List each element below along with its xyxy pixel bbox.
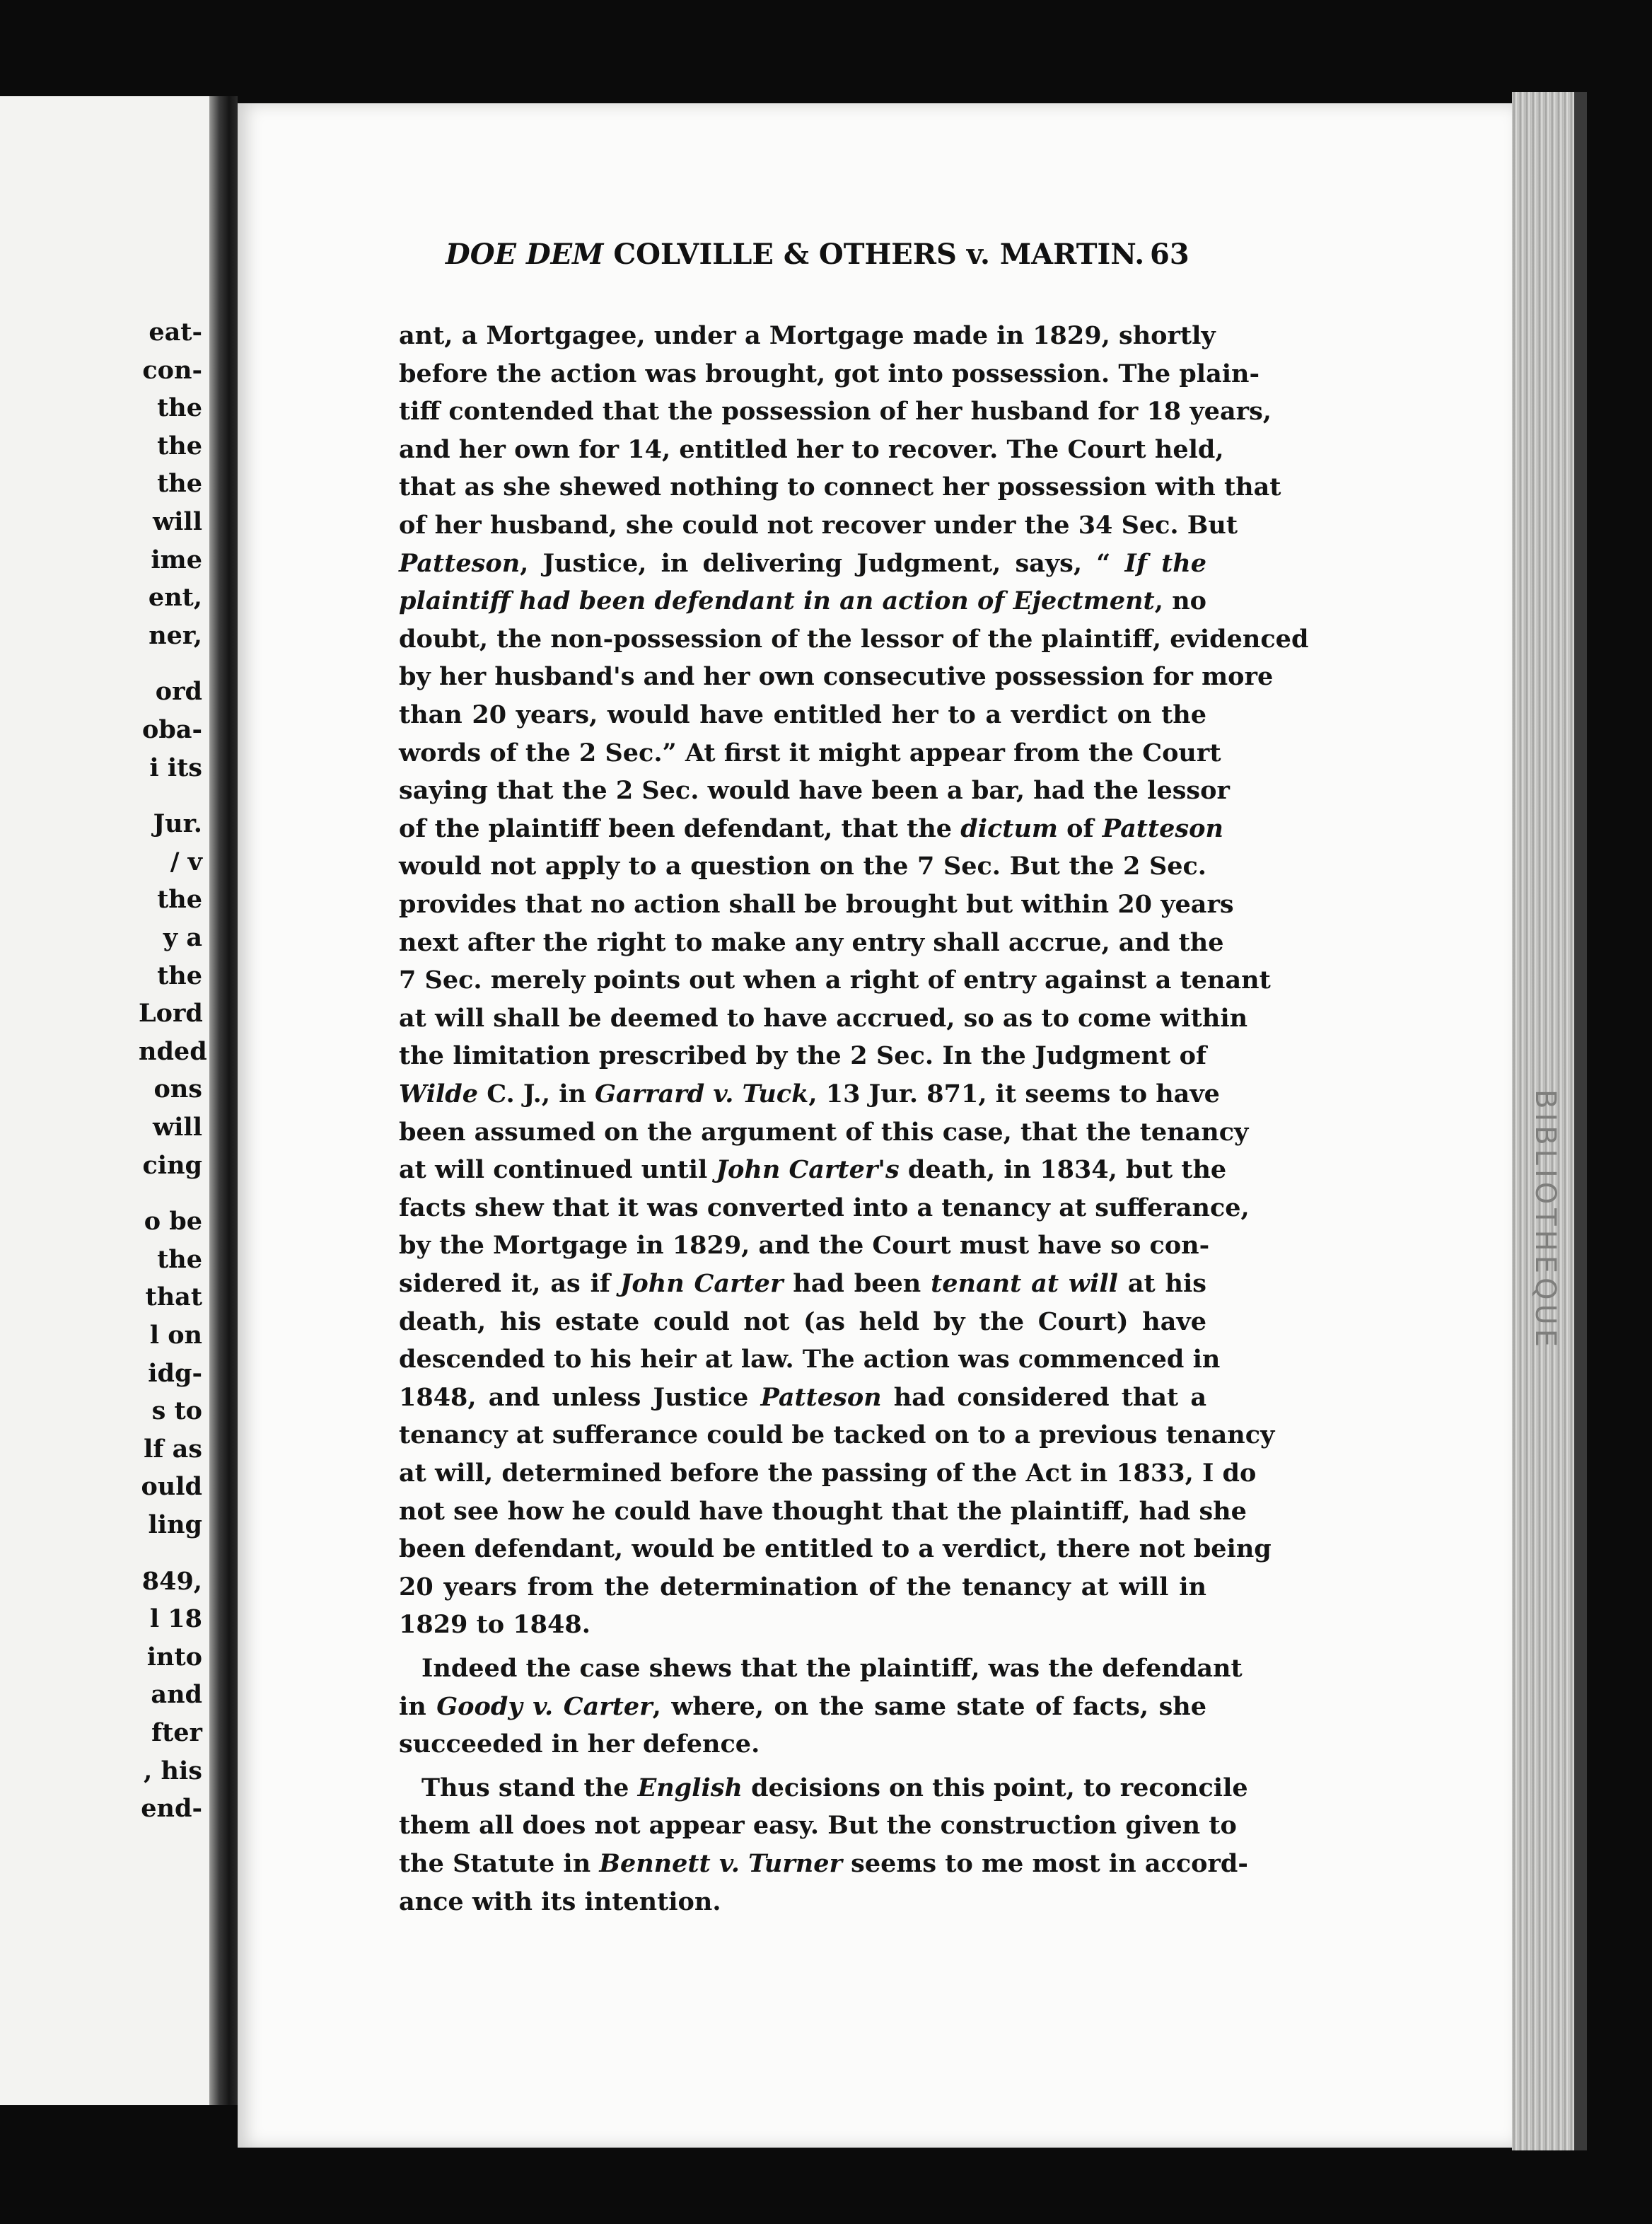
text-segment: at his [1117, 1269, 1207, 1298]
text-segment: saying that the 2 Sec. would have been a bar, had the lessor [399, 776, 1230, 805]
text-line [399, 847, 1206, 886]
running-head-title: COLVILLE & OTHERS v. MARTIN. [613, 238, 1145, 271]
italic-text: tenant at will [931, 1269, 1118, 1298]
text-line [399, 961, 1271, 1000]
left-page-fragment: the [157, 393, 202, 422]
left-page-fragment: that [145, 1282, 202, 1311]
text-segment: by the Mortgage in 1829, and the Court must have so con- [399, 1231, 1210, 1260]
text-line [399, 393, 1272, 431]
text-segment: Thus stand the [421, 1773, 638, 1802]
text-line [399, 355, 1260, 393]
left-page-fragment: ling [148, 1510, 202, 1539]
left-page-fragment: ent, [148, 583, 202, 612]
left-page-fragment: con- [142, 356, 202, 385]
left-page-fragment: the [157, 961, 202, 990]
text-line [399, 1340, 1221, 1379]
text-segment: tiff contended that the possession of her husband for 18 years, [399, 397, 1272, 426]
text-segment: 20 years from the determination of the tenancy at will in [399, 1573, 1206, 1602]
text-segment: provides that no action shall be brought but within 20 years [399, 890, 1234, 919]
text-line [399, 1493, 1247, 1531]
left-page-fragment: into [146, 1643, 202, 1672]
running-head [446, 238, 1208, 271]
text-segment: words of the 2 Sec.” At first it might appear from the Court [399, 739, 1221, 768]
italic-text: Wilde [399, 1079, 479, 1108]
left-page-fragment: will [152, 507, 202, 536]
text-segment: decisions on this point, to reconcile [742, 1773, 1248, 1802]
text-segment: been assumed on the argument of this case, that the tenancy [399, 1118, 1249, 1147]
text-segment: than 20 years, would have entitled her to a verdict on the [399, 700, 1206, 729]
text-line [399, 886, 1234, 924]
left-page-fragment: l on [149, 1321, 202, 1350]
left-page-fragment: / v [170, 847, 202, 876]
italic-text: Patteson [399, 549, 520, 578]
text-line [399, 1688, 1206, 1726]
left-page-fragment: , his [144, 1756, 202, 1785]
text-line [399, 1606, 1206, 1644]
left-page-fragment: the [157, 469, 202, 498]
italic-text: plaintiff had been defendant in an action of Ejectment [399, 586, 1155, 615]
left-page-fragment: s to [151, 1396, 202, 1425]
text-segment: by her husband's and her own consecutive possession for more [399, 662, 1274, 691]
text-segment: been defendant, would be entitled to a verdict, there not being [399, 1534, 1272, 1563]
left-page-fragment: the [157, 1245, 202, 1274]
left-page-fragment: eat- [149, 318, 202, 347]
left-page-fragment: will [152, 1113, 202, 1142]
page-number: 63 [1150, 238, 1189, 271]
left-page-fragment: fter [151, 1718, 202, 1747]
text-line [399, 1530, 1272, 1568]
text-segment: 1829 to 1848. [399, 1610, 591, 1639]
text-segment: doubt, the non-possession of the lessor of the plaintiff, evidenced [399, 625, 1309, 654]
text-segment: 7 Sec. merely points out when a right of entry against a tenant [399, 966, 1271, 995]
running-head-italic: DOE DEM [446, 238, 604, 271]
text-line [399, 1379, 1206, 1417]
left-page-fragment: end- [141, 1794, 202, 1823]
text-segment: seems to me most in accord- [842, 1849, 1248, 1878]
text-segment: had considered that a [881, 1383, 1206, 1412]
book-gutter [209, 96, 238, 2105]
text-line [399, 468, 1281, 506]
text-line [399, 1189, 1250, 1227]
left-page-fragment: cing [142, 1151, 202, 1180]
text-line [399, 1303, 1206, 1341]
left-page-fragment: ime [151, 545, 202, 574]
text-line [399, 1265, 1206, 1303]
left-page-fragment: idg- [148, 1359, 202, 1388]
italic-text: Goody v. Carter [436, 1692, 653, 1721]
left-page-fragment: and [151, 1680, 202, 1709]
text-segment: tenancy at sufferance could be tacked on to a previous tenancy [399, 1420, 1275, 1449]
text-segment: them all does not appear easy. But the construction given to [399, 1811, 1237, 1840]
text-segment: not see how he could have thought that the plaintiff, had she [399, 1497, 1247, 1526]
text-segment: death, his estate could not (as held by the Court) have [399, 1307, 1206, 1336]
text-line [399, 1883, 1206, 1921]
left-page-fragment: l 18 [149, 1604, 202, 1633]
text-line [399, 1075, 1220, 1113]
text-line [399, 1037, 1206, 1075]
left-page-fragment: the [157, 885, 202, 914]
library-stamp [1519, 1089, 1576, 1408]
left-page-fragment: ould [141, 1472, 202, 1501]
text-segment: next after the right to make any entry shall accrue, and the [399, 928, 1224, 957]
text-line [399, 620, 1309, 659]
left-page-fragment: ner, [149, 621, 202, 650]
text-segment: , Justice, in delivering Judgment, says, “ [520, 549, 1125, 578]
text-segment: at will, determined before the passing of the Act in 1833, I do [399, 1459, 1257, 1488]
text-line [399, 317, 1216, 355]
italic-text: Garrard v. Tuck [595, 1079, 809, 1108]
italic-text: John Carter's [716, 1155, 900, 1184]
text-line [399, 545, 1206, 583]
text-segment: facts shew that it was converted into a tenancy at sufferance, [399, 1193, 1250, 1222]
text-line [399, 1845, 1248, 1883]
left-page-fragment: Jur. [153, 809, 202, 838]
text-line [399, 734, 1221, 772]
library-stamp-text: BIBLIOTHEQUE [1529, 1089, 1561, 1352]
text-line [399, 924, 1224, 962]
left-page-fragment: o be [144, 1207, 202, 1236]
text-segment: the Statute in [399, 1849, 600, 1878]
text-segment: succeeded in her defence. [399, 1730, 760, 1759]
text-line [399, 1416, 1275, 1454]
text-segment: the limitation prescribed by the 2 Sec. In the Judgment of [399, 1041, 1206, 1070]
text-line [399, 1807, 1237, 1845]
text-line [399, 1113, 1249, 1152]
text-line [399, 1151, 1227, 1189]
text-segment: of [1057, 814, 1103, 843]
left-page-fragment: y a [163, 923, 202, 952]
left-page-fragment: Lord [139, 999, 203, 1028]
left-page-fragment: ord [155, 677, 202, 706]
text-segment: death, in 1834, but the [899, 1155, 1227, 1184]
text-segment: C. J., in [478, 1079, 595, 1108]
italic-text: Bennett v. Turner [599, 1849, 842, 1878]
text-line [399, 772, 1230, 810]
text-segment: , 13 Jur. 871, it seems to have [808, 1079, 1220, 1108]
text-segment: had been [783, 1269, 931, 1298]
left-page-fragment: i its [149, 753, 202, 782]
left-page-fragment: nded [139, 1037, 207, 1066]
text-segment: at will shall be deemed to have accrued, so as to come within [399, 1004, 1248, 1033]
text-line [399, 582, 1206, 620]
text-line [421, 1769, 1248, 1807]
book-cover-edge [1574, 92, 1587, 2150]
text-segment: would not apply to a question on the 7 Sec. But the 2 Sec. [399, 852, 1206, 881]
text-segment: Indeed the case shews that the plaintiff, was the defendant [421, 1654, 1243, 1683]
text-segment: 1848, and unless Justice [399, 1383, 761, 1412]
text-line [399, 1000, 1248, 1038]
text-segment: ant, a Mortgagee, under a Mortgage made in 1829, shortly [399, 321, 1216, 350]
text-segment: before the action was brought, got into possession. The plain- [399, 359, 1260, 388]
text-line [399, 1454, 1257, 1493]
text-line [399, 1568, 1206, 1606]
text-line [399, 506, 1238, 545]
text-line [399, 658, 1274, 696]
text-segment: and her own for 14, entitled her to recover. The Court held, [399, 435, 1224, 464]
text-segment: of her husband, she could not recover under the 34 Sec. But [399, 511, 1238, 540]
text-segment: that as she shewed nothing to connect her possession with that [399, 473, 1281, 502]
left-page-fragment: ons [153, 1075, 202, 1104]
text-segment: ance with its intention. [399, 1887, 721, 1916]
text-segment: sidered it, as if [399, 1269, 620, 1298]
italic-text: Patteson [1102, 814, 1223, 843]
text-line [399, 810, 1223, 848]
text-line [421, 1650, 1243, 1688]
text-segment: at will continued until [399, 1155, 716, 1184]
italic-text: English [637, 1773, 743, 1802]
text-line [399, 1227, 1210, 1265]
text-segment: descended to his heir at law. The action was commenced in [399, 1345, 1221, 1374]
text-segment: , no [1154, 586, 1206, 615]
left-page-fragment: the [157, 432, 202, 461]
text-line [399, 1725, 1206, 1763]
italic-text: Patteson [760, 1383, 882, 1412]
left-page-fragment: lf as [144, 1435, 202, 1464]
text-segment: in [399, 1692, 437, 1721]
italic-text: John Carter [620, 1269, 784, 1298]
italic-text: dictum [960, 814, 1058, 843]
text-segment: of the plaintiff been defendant, that the [399, 814, 961, 843]
left-page-fragment: 849, [141, 1567, 202, 1596]
text-segment: , where, on the same state of facts, she [652, 1692, 1206, 1721]
text-line [399, 431, 1224, 469]
italic-text: If the [1124, 549, 1206, 578]
left-page-fragment: oba- [141, 715, 202, 744]
text-line [399, 696, 1206, 734]
